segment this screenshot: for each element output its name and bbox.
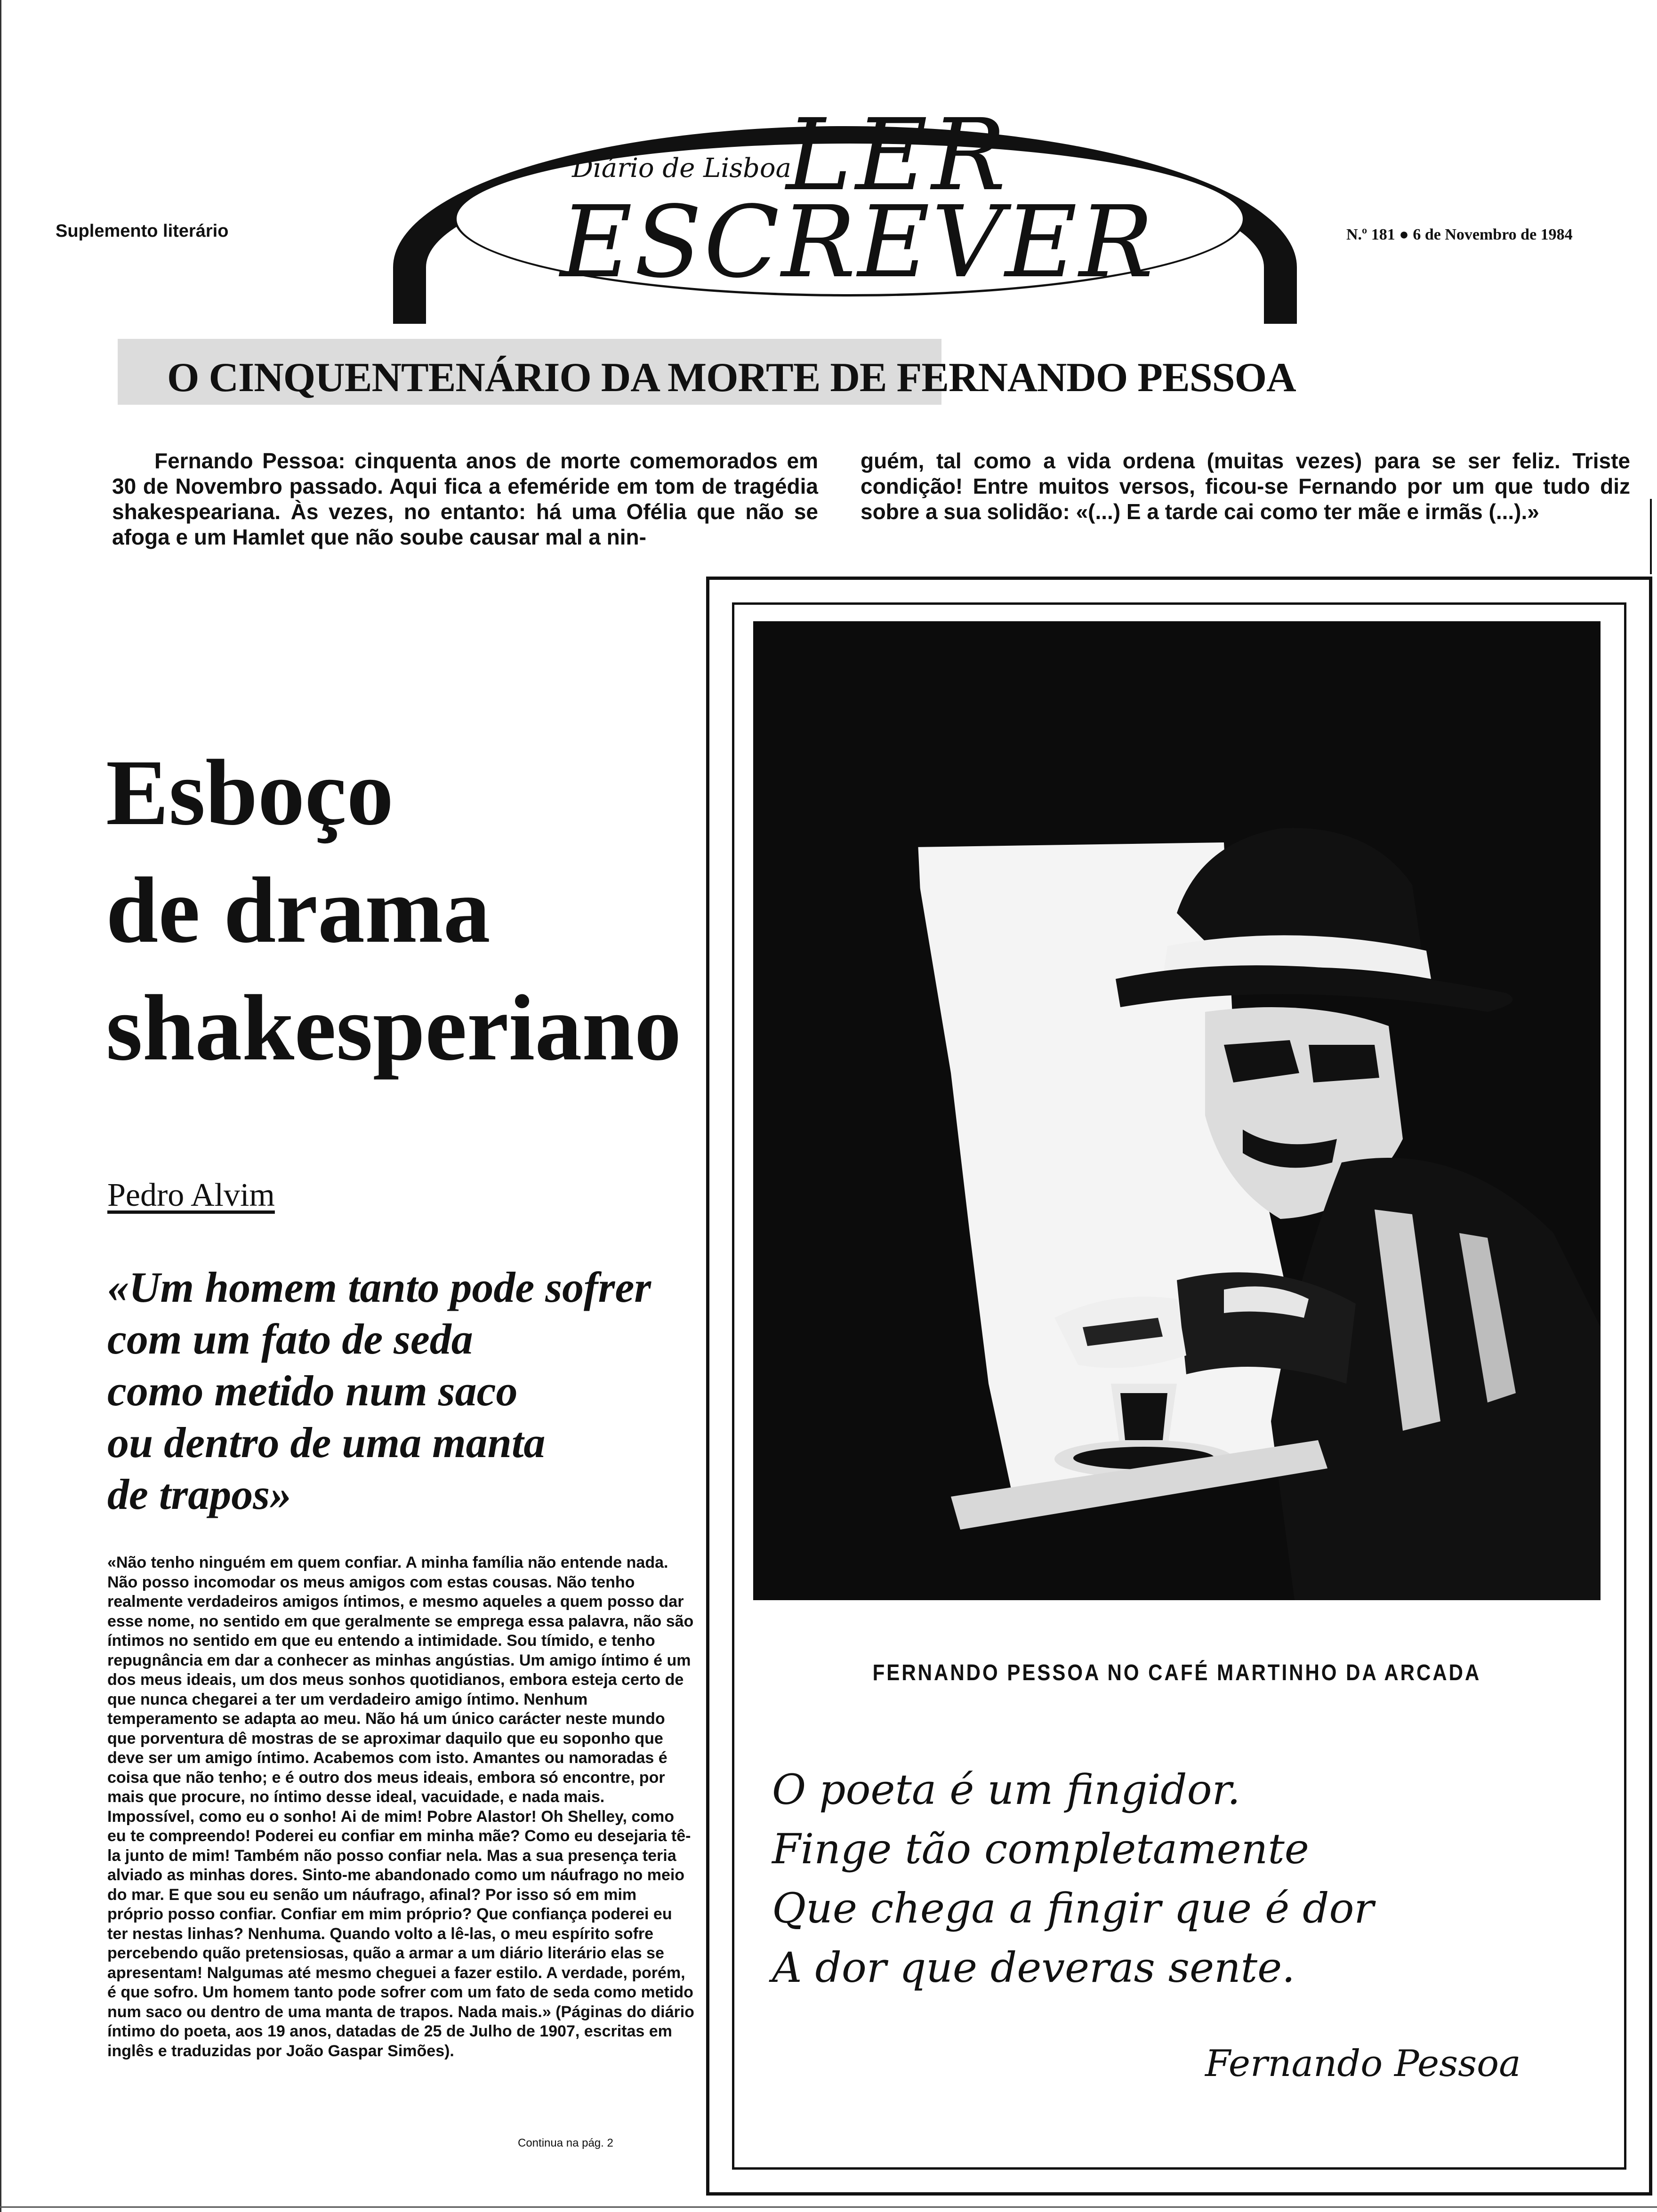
section-label: Suplemento literário [56, 221, 229, 241]
pull-quote-line: com um fato de seda [107, 1315, 473, 1363]
pull-quote-line: ou dentro de uma manta [107, 1419, 546, 1467]
poem-line: Que chega a fingir que é dor [772, 1884, 1374, 1932]
article-title-line: Esboço [106, 741, 394, 845]
continued-note: Continua na pág. 2 [518, 2137, 613, 2149]
pull-quote [107, 1261, 651, 1520]
intro-paragraph-left: Fernando Pessoa: cinquenta anos de morte comemorados em 30 de Novembro passado. Aqui fica a efeméride em tom de tragédia shakespeariana. Às vezes, no entanto: há uma Ofélia que não se afoga e um Hamlet que não soube causar mal a nin- [112, 449, 818, 549]
pull-quote-line: como metido num saco [107, 1367, 518, 1415]
article-title-line: shakesperiano [106, 976, 682, 1080]
masthead-title-escrever: ESCREVER [560, 184, 1156, 300]
pessoa-photo [753, 621, 1601, 1600]
issue-info: N.º 181 ● 6 de Novembro de 1984 [1346, 226, 1573, 243]
pessoa-photo-image [753, 621, 1601, 1600]
poem-line: A dor que deveras sente. [772, 1943, 1295, 1992]
pull-quote-line: «Um homem tanto pode sofrer [107, 1263, 652, 1311]
article-body: «Não tenho ninguém em quem confiar. A minha família não entende nada. Não posso incomodar os meus amigos com estas cousas. Não tenho realmente verdadeiros amigos íntimos, e mesmo aqueles a quem posso dar esse nome, no sentido em que geralmente se emprega essa palavra, não são íntimos no sentido em que eu entendo a intimidade. Sou tímido, e tenho repugnância em dar a conhecer as minhas angústias. Um amigo íntimo é um dos meus ideais, um dos meus sonhos quotidianos, embora esteja certo de que nunca chegarei a ter um verdadeiro amigo íntimo. Nenhum temperamento se adapta ao meu. Não há um único carácter neste mundo que porventura dê mostras de se aproximar daquilo que eu soponho que deve ser um amigo íntimo. Acabemos com isto. Amantes ou namoradas é coisa que não tenho; e é outro dos meus ideais, embora só encontre, por mais que procure, no íntimo desse ideal, vacuidade, e nada mais. Impossível, como eu o sonho! Ai de mim! Pobre Alastor! Oh Shelley, como eu te compreendo! Poderei eu confiar em minha mãe? Como eu desejaria tê-la junto de mim! Também não posso confiar nela. Mas a sua presença teria alviado as minhas dores. Sinto-me abandonado como um náufrago no meio do mar. E que sou eu senão um náufrago, afinal? Por isso só em mim próprio posso confiar. Confiar em mim próprio? Que confiança poderei eu ter nestas linhas? Nenhuma. Quando volto a lê-las, o meu espírito sofre percebendo quão pretensiosas, quão a armar a um diário literário elas se apresentam! Nalgumas até mesmo cheguei a fazer estilo. A verdade, porém, é que sofro. Um homem tanto pode sofrer com um fato de seda como metido num saco ou dentro de uma manta de trapos. Nada mais.» (Páginas do diário íntimo do poeta, aos 19 anos, datadas de 25 de Julho de 1907, escritas em inglês e traduzidas por João Gaspar Simões). [107, 1554, 694, 2060]
poem-line: Finge tão completamente [772, 1825, 1309, 1873]
poem-line: O poeta é um fingidor. [772, 1765, 1240, 1814]
page-bottom-edge [0, 2206, 1657, 2208]
article-title [106, 734, 681, 1087]
handwritten-poem [772, 1760, 1374, 1997]
page-headline: O CINQUENTENÁRIO DA MORTE DE FERNANDO PESSOA [167, 355, 1296, 401]
intro-paragraph-right: guém, tal como a vida ordena (muitas vezes) para se ser feliz. Triste condição! Entre muitos versos, ficou-se Fernando por um que tudo diz sobre a sua solidão: «(...) E a tarde cai como ter mãe e irmãs (...).» [861, 449, 1630, 524]
column-rule [1650, 499, 1652, 574]
pull-quote-line: de trapos» [107, 1470, 291, 1518]
article-title-line: de drama [106, 858, 491, 962]
article-author: Pedro Alvim [107, 1177, 275, 1213]
photo-caption: FERNANDO PESSOA NO CAFÉ MARTINHO DA ARCADA [872, 1659, 1481, 1685]
poem-signature: Fernando Pessoa [1205, 2043, 1521, 2085]
masthead-paper-name: Diário de Lisboa [572, 153, 791, 184]
masthead-title-ler: LER [786, 97, 1010, 213]
page-left-edge [0, 0, 1, 2212]
